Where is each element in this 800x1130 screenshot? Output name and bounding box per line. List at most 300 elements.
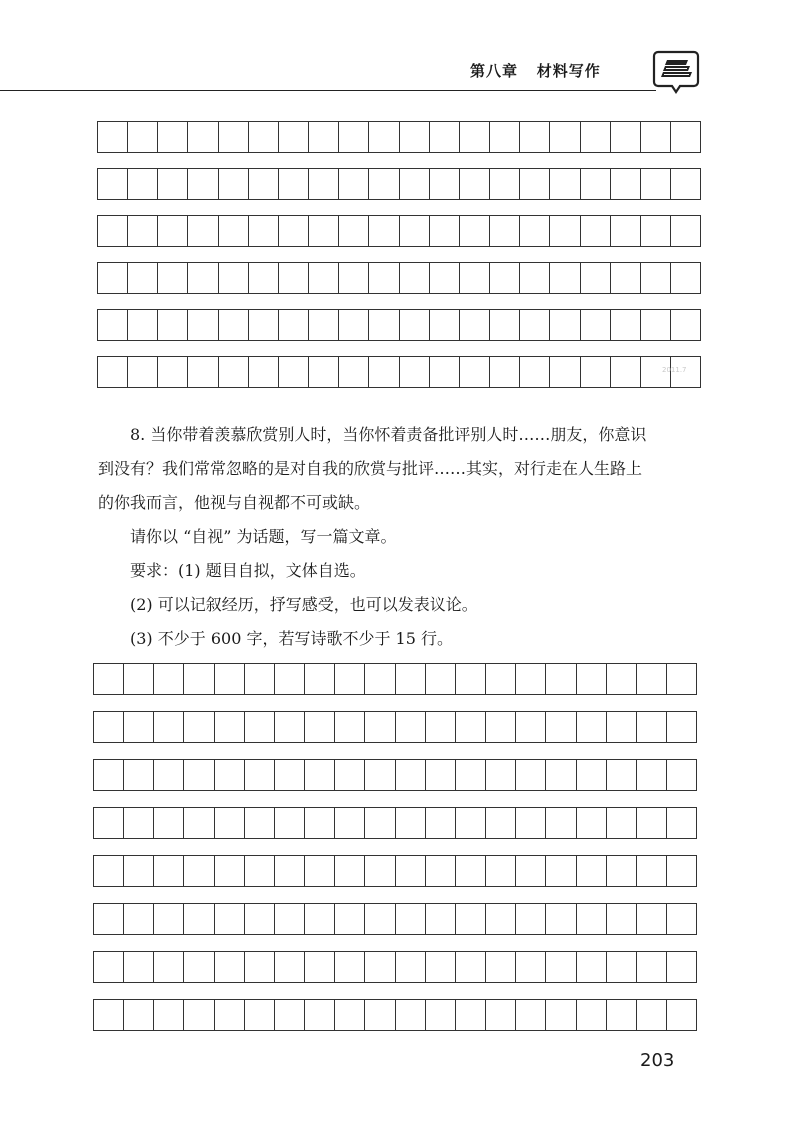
grid-cell xyxy=(486,712,516,742)
grid-cell xyxy=(158,357,188,387)
grid-cell xyxy=(641,216,671,246)
instruction: 请你以 “自视” 为话题，写一篇文章。 xyxy=(130,527,397,546)
grid-row xyxy=(93,711,697,743)
grid-cell xyxy=(335,952,365,982)
grid-cell xyxy=(128,169,158,199)
question-8 xyxy=(98,418,710,656)
grid-cell xyxy=(124,1000,154,1030)
grid-cell xyxy=(219,169,249,199)
grid-cell xyxy=(607,760,637,790)
grid-cell xyxy=(581,310,611,340)
grid-cell xyxy=(339,216,369,246)
grid-cell xyxy=(581,122,611,152)
grid-cell xyxy=(430,357,460,387)
grid-cell xyxy=(98,216,128,246)
grid-cell xyxy=(369,216,399,246)
grid-cell xyxy=(671,216,700,246)
grid-cell xyxy=(581,263,611,293)
grid-cell xyxy=(188,122,218,152)
grid-cell xyxy=(546,664,576,694)
grid-cell xyxy=(249,122,279,152)
grid-cell xyxy=(520,122,550,152)
grid-cell xyxy=(94,856,124,886)
grid-cell xyxy=(581,169,611,199)
grid-cell xyxy=(98,169,128,199)
grid-cell xyxy=(396,808,426,838)
grid-cell xyxy=(128,357,158,387)
grid-cell xyxy=(490,263,520,293)
grid-cell xyxy=(249,216,279,246)
grid-cell xyxy=(396,1000,426,1030)
grid-cell xyxy=(275,808,305,838)
grid-cell xyxy=(335,664,365,694)
grid-cell xyxy=(188,310,218,340)
grid-cell xyxy=(577,664,607,694)
grid-cell xyxy=(245,904,275,934)
grid-cell xyxy=(550,310,580,340)
grid-cell xyxy=(215,904,245,934)
grid-cell xyxy=(339,122,369,152)
grid-cell xyxy=(577,952,607,982)
grid-cell xyxy=(98,357,128,387)
grid-cell xyxy=(637,952,667,982)
grid-cell xyxy=(249,310,279,340)
grid-cell xyxy=(305,952,335,982)
grid-cell xyxy=(516,760,546,790)
grid-cell xyxy=(490,122,520,152)
grid-cell xyxy=(430,122,460,152)
grid-cell xyxy=(516,1000,546,1030)
grid-cell xyxy=(400,263,430,293)
grid-cell xyxy=(550,169,580,199)
grid-row xyxy=(97,168,701,200)
grid-cell xyxy=(546,760,576,790)
grid-cell xyxy=(94,664,124,694)
grid-cell xyxy=(607,952,637,982)
grid-cell xyxy=(456,808,486,838)
grid-cell xyxy=(279,216,309,246)
grid-cell xyxy=(98,122,128,152)
grid-cell xyxy=(667,952,696,982)
grid-cell xyxy=(577,1000,607,1030)
grid-cell xyxy=(671,122,700,152)
grid-cell xyxy=(671,263,700,293)
grid-cell xyxy=(158,122,188,152)
grid-cell xyxy=(400,169,430,199)
grid-cell xyxy=(486,1000,516,1030)
grid-cell xyxy=(275,712,305,742)
grid-cell xyxy=(309,122,339,152)
grid-cell xyxy=(279,310,309,340)
grid-cell xyxy=(369,310,399,340)
grid-cell xyxy=(611,122,641,152)
grid-cell xyxy=(309,357,339,387)
grid-cell xyxy=(275,952,305,982)
grid-cell xyxy=(460,357,490,387)
grid-cell xyxy=(490,169,520,199)
grid-row xyxy=(97,309,701,341)
grid-cell xyxy=(154,760,184,790)
grid-cell xyxy=(546,856,576,886)
grid-cell xyxy=(124,904,154,934)
grid-row xyxy=(93,807,697,839)
grid-cell xyxy=(641,169,671,199)
grid-cell xyxy=(154,952,184,982)
grid-cell xyxy=(641,310,671,340)
grid-cell xyxy=(396,856,426,886)
grid-cell xyxy=(249,169,279,199)
grid-cell xyxy=(184,1000,214,1030)
grid-cell xyxy=(339,357,369,387)
grid-cell xyxy=(667,808,696,838)
grid-cell xyxy=(486,664,516,694)
grid-cell xyxy=(219,310,249,340)
grid-cell xyxy=(215,664,245,694)
grid-row xyxy=(93,663,697,695)
grid-cell xyxy=(249,263,279,293)
grid-cell xyxy=(215,760,245,790)
grid-cell xyxy=(611,310,641,340)
grid-cell xyxy=(94,712,124,742)
prompt-line: 到没有？我们常常忽略的是对自我的欣赏与批评……其实，对行走在人生路上 xyxy=(98,459,643,478)
grid-cell xyxy=(158,169,188,199)
grid-row xyxy=(97,215,701,247)
grid-cell xyxy=(154,904,184,934)
grid-cell xyxy=(667,760,696,790)
book-stack-icon xyxy=(652,46,700,94)
chapter-section: 材料写作 xyxy=(536,62,601,80)
grid-cell xyxy=(516,664,546,694)
grid-cell xyxy=(158,310,188,340)
requirement: (2) 可以记叙经历，抒写感受，也可以发表议论。 xyxy=(130,595,478,614)
grid-cell xyxy=(611,216,641,246)
grid-cell xyxy=(365,808,395,838)
grid-cell xyxy=(365,1000,395,1030)
grid-cell xyxy=(581,357,611,387)
grid-cell xyxy=(396,712,426,742)
grid-cell xyxy=(520,169,550,199)
page-number: 203 xyxy=(640,1050,675,1071)
grid-cell xyxy=(667,712,696,742)
grid-cell xyxy=(607,712,637,742)
grid-cell xyxy=(305,856,335,886)
grid-cell xyxy=(188,263,218,293)
grid-cell xyxy=(520,310,550,340)
grid-cell xyxy=(426,760,456,790)
grid-cell xyxy=(516,856,546,886)
grid-cell xyxy=(94,808,124,838)
grid-cell xyxy=(215,856,245,886)
grid-cell xyxy=(128,310,158,340)
grid-cell xyxy=(396,760,426,790)
grid-cell xyxy=(456,952,486,982)
grid-cell xyxy=(154,808,184,838)
grid-cell xyxy=(520,263,550,293)
grid-cell xyxy=(365,856,395,886)
grid-cell xyxy=(667,856,696,886)
grid-cell xyxy=(516,952,546,982)
grid-cell xyxy=(396,664,426,694)
grid-cell xyxy=(516,904,546,934)
grid-cell xyxy=(611,169,641,199)
grid-cell xyxy=(426,856,456,886)
header-rule xyxy=(0,90,656,91)
grid-cell xyxy=(369,122,399,152)
grid-cell xyxy=(335,760,365,790)
grid-cell xyxy=(641,122,671,152)
grid-cell xyxy=(158,263,188,293)
grid-cell xyxy=(520,216,550,246)
grid-cell xyxy=(396,904,426,934)
grid-cell xyxy=(546,952,576,982)
requirement: (3) 不少于 600 字，若写诗歌不少于 15 行。 xyxy=(130,629,453,648)
grid-row xyxy=(93,759,697,791)
requirement: 要求：(1) 题目自拟，文体自选。 xyxy=(130,561,366,580)
grid-cell xyxy=(184,808,214,838)
grid-cell xyxy=(245,952,275,982)
grid-cell xyxy=(305,760,335,790)
grid-cell xyxy=(637,664,667,694)
grid-cell xyxy=(215,808,245,838)
watermark: 2011.7 xyxy=(662,366,687,374)
grid-cell xyxy=(184,904,214,934)
grid-cell xyxy=(430,216,460,246)
grid-cell xyxy=(305,808,335,838)
grid-cell xyxy=(490,357,520,387)
grid-cell xyxy=(430,263,460,293)
grid-cell xyxy=(637,760,667,790)
grid-cell xyxy=(637,856,667,886)
grid-cell xyxy=(577,856,607,886)
grid-cell xyxy=(184,712,214,742)
grid-cell xyxy=(637,712,667,742)
grid-cell xyxy=(611,263,641,293)
grid-cell xyxy=(279,263,309,293)
grid-cell xyxy=(426,808,456,838)
grid-cell xyxy=(550,357,580,387)
grid-cell xyxy=(339,263,369,293)
grid-cell xyxy=(426,1000,456,1030)
grid-cell xyxy=(430,169,460,199)
grid-cell xyxy=(219,357,249,387)
grid-cell xyxy=(98,263,128,293)
grid-cell xyxy=(275,760,305,790)
grid-cell xyxy=(94,952,124,982)
grid-cell xyxy=(550,263,580,293)
grid-cell xyxy=(184,664,214,694)
grid-cell xyxy=(124,760,154,790)
grid-cell xyxy=(546,1000,576,1030)
grid-cell xyxy=(124,952,154,982)
grid-cell xyxy=(546,808,576,838)
grid-cell xyxy=(456,664,486,694)
grid-cell xyxy=(335,904,365,934)
grid-cell xyxy=(637,1000,667,1030)
grid-cell xyxy=(369,263,399,293)
grid-cell xyxy=(215,712,245,742)
grid-cell xyxy=(365,904,395,934)
grid-cell xyxy=(245,808,275,838)
grid-cell xyxy=(335,712,365,742)
grid-cell xyxy=(154,856,184,886)
grid-row xyxy=(97,262,701,294)
grid-cell xyxy=(396,952,426,982)
prompt-line: 8. 当你带着羡慕欣赏别人时，当你怀着责备批评别人时……朋友，你意识 xyxy=(130,425,647,444)
grid-cell xyxy=(245,760,275,790)
grid-cell xyxy=(128,216,158,246)
grid-cell xyxy=(154,1000,184,1030)
grid-row xyxy=(93,903,697,935)
grid-cell xyxy=(516,712,546,742)
grid-cell xyxy=(369,357,399,387)
grid-cell xyxy=(305,712,335,742)
grid-cell xyxy=(637,904,667,934)
grid-cell xyxy=(188,169,218,199)
grid-cell xyxy=(275,856,305,886)
grid-cell xyxy=(577,760,607,790)
grid-cell xyxy=(490,216,520,246)
chapter-title xyxy=(470,60,601,81)
grid-cell xyxy=(219,216,249,246)
grid-cell xyxy=(516,808,546,838)
grid-cell xyxy=(456,904,486,934)
grid-cell xyxy=(456,1000,486,1030)
grid-cell xyxy=(546,904,576,934)
grid-cell xyxy=(339,310,369,340)
grid-cell xyxy=(550,216,580,246)
grid-cell xyxy=(486,856,516,886)
grid-cell xyxy=(305,664,335,694)
grid-cell xyxy=(365,712,395,742)
grid-cell xyxy=(335,1000,365,1030)
grid-cell xyxy=(94,760,124,790)
grid-cell xyxy=(486,760,516,790)
grid-cell xyxy=(400,122,430,152)
grid-cell xyxy=(460,169,490,199)
grid-cell xyxy=(154,664,184,694)
grid-cell xyxy=(305,904,335,934)
grid-cell xyxy=(275,904,305,934)
grid-cell xyxy=(215,1000,245,1030)
grid-cell xyxy=(245,1000,275,1030)
grid-cell xyxy=(158,216,188,246)
grid-cell xyxy=(245,856,275,886)
grid-cell xyxy=(460,122,490,152)
grid-cell xyxy=(607,856,637,886)
grid-cell xyxy=(607,904,637,934)
grid-cell xyxy=(94,1000,124,1030)
grid-cell xyxy=(671,310,700,340)
grid-cell xyxy=(667,664,696,694)
grid-cell xyxy=(460,310,490,340)
grid-cell xyxy=(365,952,395,982)
grid-cell xyxy=(520,357,550,387)
grid-cell xyxy=(128,122,158,152)
grid-cell xyxy=(637,808,667,838)
grid-cell xyxy=(456,712,486,742)
grid-cell xyxy=(577,712,607,742)
grid-cell xyxy=(154,712,184,742)
grid-cell xyxy=(641,263,671,293)
grid-cell xyxy=(546,712,576,742)
grid-cell xyxy=(184,952,214,982)
grid-cell xyxy=(460,263,490,293)
chapter-number: 第八章 xyxy=(470,62,519,80)
grid-cell xyxy=(607,1000,637,1030)
grid-cell xyxy=(219,122,249,152)
grid-cell xyxy=(607,808,637,838)
grid-cell xyxy=(456,856,486,886)
grid-cell xyxy=(335,808,365,838)
grid-row xyxy=(97,356,701,388)
grid-cell xyxy=(671,169,700,199)
grid-cell xyxy=(98,310,128,340)
grid-cell xyxy=(124,808,154,838)
grid-cell xyxy=(279,122,309,152)
grid-cell xyxy=(184,760,214,790)
grid-cell xyxy=(550,122,580,152)
grid-cell xyxy=(309,310,339,340)
grid-cell xyxy=(581,216,611,246)
grid-cell xyxy=(456,760,486,790)
grid-cell xyxy=(400,310,430,340)
grid-cell xyxy=(426,904,456,934)
grid-cell xyxy=(667,1000,696,1030)
grid-cell xyxy=(309,169,339,199)
grid-cell xyxy=(245,664,275,694)
grid-cell xyxy=(184,856,214,886)
grid-cell xyxy=(124,712,154,742)
grid-cell xyxy=(667,904,696,934)
grid-cell xyxy=(305,1000,335,1030)
grid-cell xyxy=(611,357,641,387)
grid-row xyxy=(93,951,697,983)
grid-cell xyxy=(215,952,245,982)
grid-row xyxy=(93,855,697,887)
grid-cell xyxy=(577,904,607,934)
grid-cell xyxy=(490,310,520,340)
grid-cell xyxy=(279,169,309,199)
grid-cell xyxy=(607,664,637,694)
grid-cell xyxy=(124,856,154,886)
grid-cell xyxy=(339,169,369,199)
grid-cell xyxy=(365,664,395,694)
grid-cell xyxy=(219,263,249,293)
grid-cell xyxy=(309,263,339,293)
grid-cell xyxy=(279,357,309,387)
grid-cell xyxy=(275,664,305,694)
grid-cell xyxy=(124,664,154,694)
grid-cell xyxy=(94,904,124,934)
grid-cell xyxy=(275,1000,305,1030)
grid-row xyxy=(97,121,701,153)
grid-cell xyxy=(426,664,456,694)
grid-cell xyxy=(369,169,399,199)
grid-cell xyxy=(486,808,516,838)
grid-cell xyxy=(245,712,275,742)
grid-cell xyxy=(249,357,279,387)
grid-cell xyxy=(486,904,516,934)
grid-cell xyxy=(460,216,490,246)
grid-cell xyxy=(400,216,430,246)
grid-cell xyxy=(400,357,430,387)
grid-row xyxy=(93,999,697,1031)
grid-cell xyxy=(430,310,460,340)
grid-cell xyxy=(309,216,339,246)
prompt-line: 的你我而言，他视与自视都不可或缺。 xyxy=(98,493,371,512)
grid-cell xyxy=(365,760,395,790)
grid-cell xyxy=(188,357,218,387)
